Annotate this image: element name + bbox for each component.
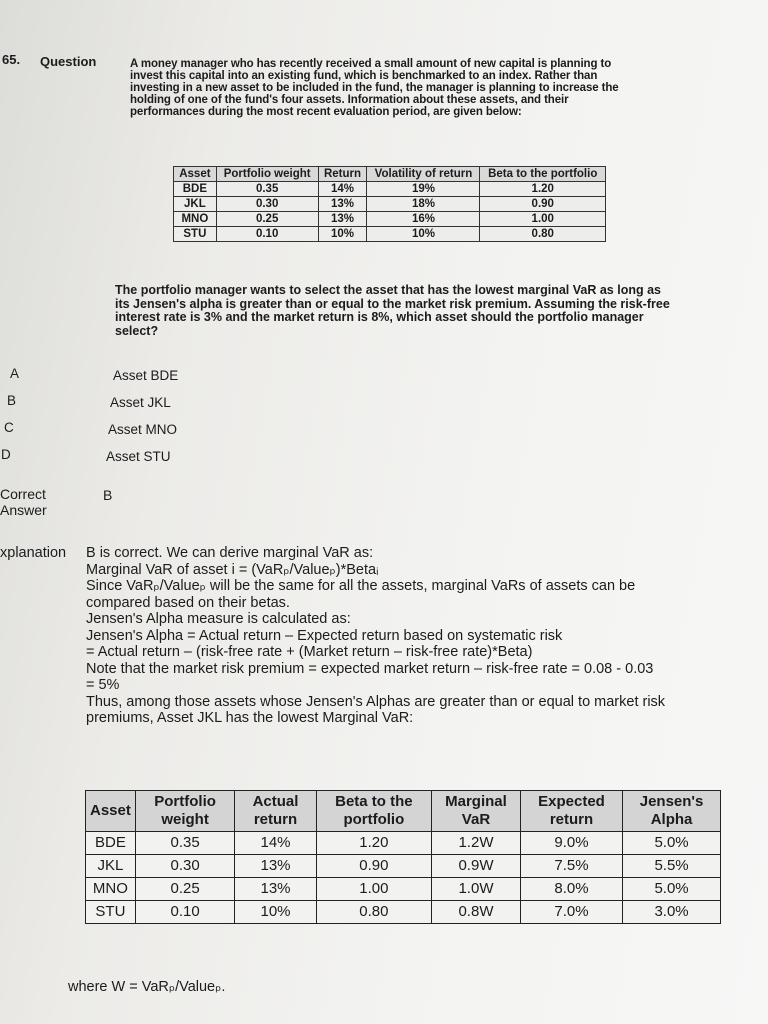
table-cell: 19% [367, 182, 480, 197]
table-cell: 14% [318, 182, 367, 197]
table-cell: 1.00 [316, 878, 431, 901]
table-cell: BDE [86, 832, 136, 855]
table-cell: STU [174, 227, 217, 242]
explanation-line: Jensen's Alpha = Actual return – Expected return based on systematic risk [86, 627, 563, 644]
table-cell: 10% [318, 227, 367, 242]
table-cell: 5.5% [623, 855, 721, 878]
option-letter-c: C [4, 420, 14, 435]
table-cell: 1.2W [432, 832, 521, 855]
table-row [86, 855, 721, 878]
table-cell: 16% [367, 212, 480, 227]
explanation-line: = Actual return – (risk-free rate + (Market return – risk-free rate)*Beta) [86, 644, 533, 660]
option-letter-b: B [7, 393, 17, 408]
column-header: Marginal VaR [432, 791, 521, 832]
table-cell: 0.90 [480, 197, 606, 212]
option-c[interactable]: Asset MNO [108, 422, 178, 437]
explanation-line: B is correct. We can derive marginal VaR as: [86, 545, 374, 561]
column-header: Actual return [235, 791, 316, 832]
column-header: Portfolio weight [135, 791, 234, 832]
column-header: Asset [174, 167, 217, 182]
table-cell: 13% [235, 855, 316, 878]
table-cell: 5.0% [623, 878, 721, 901]
column-header: Jensen's Alpha [623, 791, 721, 832]
table-row [174, 182, 606, 197]
table-cell: 0.35 [216, 182, 318, 197]
table-cell: BDE [174, 182, 217, 197]
explanation-label: xplanation [0, 545, 67, 561]
table-cell: JKL [174, 197, 217, 212]
table-cell: JKL [86, 855, 136, 878]
table-cell: 3.0% [623, 901, 721, 924]
marginal-var-table [85, 790, 721, 924]
table-cell: 13% [318, 212, 367, 227]
table-cell: 1.20 [316, 832, 431, 855]
table-cell: 1.20 [480, 182, 606, 197]
footnote: where W = VaRₚ/Valueₚ. [68, 979, 226, 995]
table-cell: 13% [318, 197, 367, 212]
option-d[interactable]: Asset STU [106, 449, 171, 464]
asset-info-table [173, 166, 606, 242]
table-cell: 1.00 [480, 212, 606, 227]
correct-answer-label [0, 486, 47, 518]
table-cell: 0.25 [135, 878, 234, 901]
table-header-row [174, 167, 606, 182]
table-cell: 13% [235, 878, 316, 901]
column-header: Beta to the portfolio [316, 791, 431, 832]
table-row [174, 197, 606, 212]
table-cell: 0.90 [316, 855, 431, 878]
table-cell: STU [86, 901, 136, 924]
table-row [174, 227, 606, 242]
option-a[interactable]: Asset BDE [113, 368, 179, 383]
explanation-line: Since VaRₚ/Valueₚ will be the same for all the assets, marginal VaRs of assets can be compared based on their betas. [86, 578, 636, 611]
table-cell: 0.30 [216, 197, 318, 212]
table-cell: 7.5% [520, 855, 622, 878]
question-label: Question [40, 54, 97, 69]
table-cell: 0.25 [216, 212, 318, 227]
table-cell: 18% [367, 197, 480, 212]
table-cell: 0.30 [135, 855, 234, 878]
table-cell: 0.80 [480, 227, 606, 242]
column-header: Expected return [520, 791, 622, 832]
explanation-line: Thus, among those assets whose Jensen's Alphas are greater than or equal to market risk premiums, Asset JKL has the lowest Marginal VaR: [86, 693, 666, 726]
table-row [86, 878, 721, 901]
column-header: Beta to the portfolio [480, 167, 606, 182]
table-row [174, 212, 606, 227]
question-number: 65. [2, 52, 21, 67]
table-cell: 1.0W [432, 878, 521, 901]
explanation-line: = 5% [86, 677, 120, 693]
table-cell: 0.8W [432, 901, 521, 924]
table-cell: 0.35 [135, 832, 234, 855]
option-letter-a: A [10, 366, 20, 381]
table-header-row [86, 791, 721, 832]
column-header: Return [318, 167, 367, 182]
correct-answer-value: B [103, 487, 113, 503]
table-cell: MNO [174, 212, 217, 227]
table-cell: 5.0% [623, 832, 721, 855]
table-cell: 10% [367, 227, 480, 242]
table-row [86, 832, 721, 855]
table-cell: 7.0% [520, 901, 622, 924]
option-b[interactable]: Asset JKL [110, 395, 171, 410]
explanation-line: Marginal VaR of asset i = (VaRₚ/Valueₚ)*Betaᵢ [86, 561, 379, 578]
explanation-line: Note that the market risk premium = expected market return – risk-free rate = 0.08 - 0.03 [86, 660, 654, 677]
question-text: A money manager who has recently received a small amount of new capital is planning to invest this capital into an existing fund, which is benchmarked to an index. Rather than investing in a new asset to be included in the fund, the manager is planning to increase the holding of one of the fund's four assets. Information about these assets, and their performances during the most recent evaluation period, are given below: [130, 58, 619, 118]
correct-answer-label-line1: Correct [0, 486, 46, 502]
column-header: Portfolio weight [216, 167, 318, 182]
column-header: Volatility of return [367, 167, 480, 182]
correct-answer-label-line2: Answer [0, 502, 47, 518]
table-cell: 9.0% [520, 832, 622, 855]
table-cell: 14% [235, 832, 316, 855]
option-letter-d: D [1, 447, 11, 462]
table-row [86, 901, 721, 924]
table-cell: 10% [235, 901, 316, 924]
table-cell: 0.10 [135, 901, 234, 924]
explanation-body [86, 545, 701, 727]
explanation-line: Jensen's Alpha measure is calculated as: [86, 611, 351, 627]
table-cell: 8.0% [520, 878, 622, 901]
table-cell: 0.80 [316, 901, 431, 924]
table-cell: 0.10 [216, 227, 318, 242]
question-prompt: The portfolio manager wants to select the asset that has the lowest marginal VaR as long as its Jensen's alpha is greater than or equal to the market risk premium. Assuming the risk-free interest rate is 3% and the market return is 8%, which asset should the portfolio manager select? [115, 283, 670, 338]
column-header: Asset [86, 791, 136, 832]
table-cell: MNO [86, 878, 136, 901]
table-cell: 0.9W [432, 855, 521, 878]
